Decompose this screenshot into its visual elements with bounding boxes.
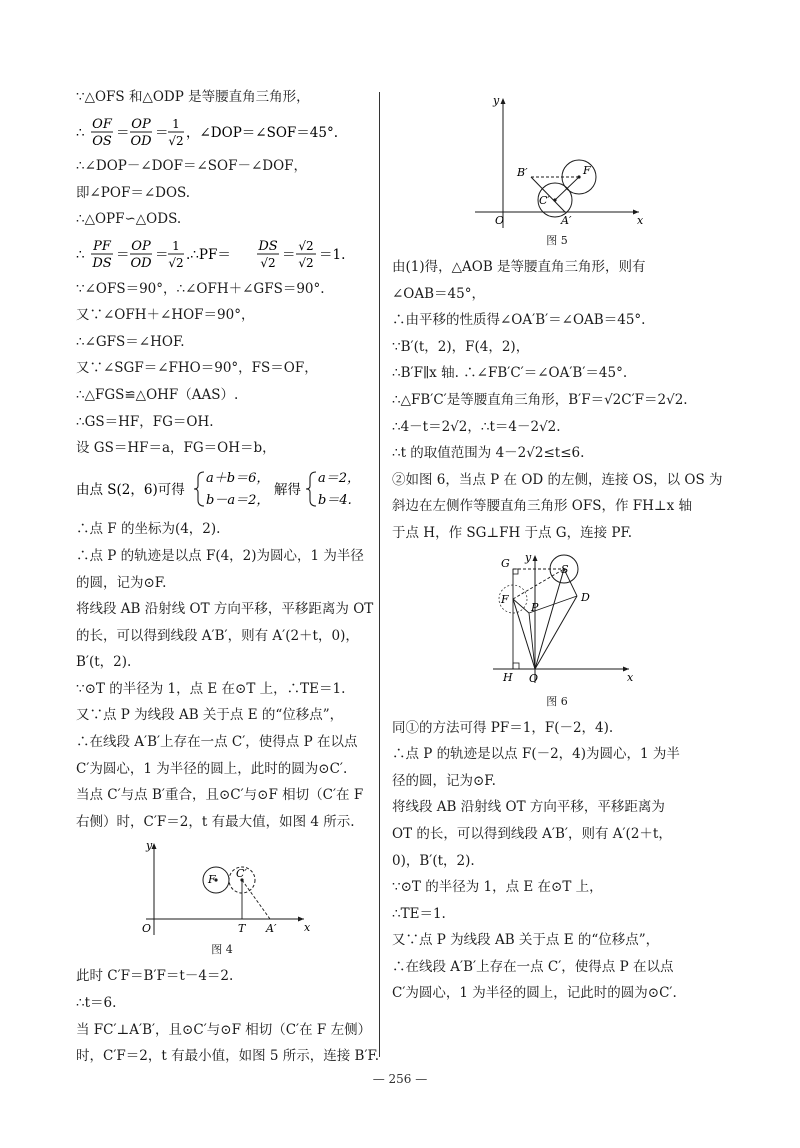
svg-text:y: y [525,550,532,564]
figure-5 [467,94,647,230]
text-line: ∴在线段 A′B′上存在一点 C′，使得点 P 在以点 [76,734,358,751]
figure-4 [132,839,312,939]
svg-text:√2: √2 [168,133,184,148]
svg-text:T: T [238,922,246,936]
svg-text:x: x [637,214,644,227]
svg-text:√2: √2 [298,238,314,253]
text-line: ∴在线段 A′B′上存在一点 C′，使得点 P 在以点 [392,958,674,975]
equation-svg [76,466,366,512]
svg-text:√2: √2 [260,255,276,270]
svg-text:x: x [304,921,311,935]
svg-text:O: O [495,214,505,227]
text-line: 设 GS＝HF＝a，FG＝OH＝b， [76,440,276,457]
svg-text:F: F [501,592,509,606]
svg-text:＝: ＝ [116,246,130,263]
figure-caption: 图 5 [546,234,568,247]
left-column [76,88,380,1074]
page-number: — 256 — [372,1072,428,1086]
text-line: 斜边在左侧作等腰直角三角形 OFS，作 FH⊥x 轴 [392,498,693,515]
svg-text:＝: ＝ [155,124,169,141]
figure-caption: 图 6 [546,694,568,708]
equation-ratio [76,115,368,149]
equation-system [76,466,368,512]
text-line: 由(1)得，△AOB 是等腰直角三角形，则有 [392,259,646,275]
text-line: ∴4－t＝2√2，∴t＝4－2√2. [392,418,561,435]
svg-text:DS: DS [258,238,278,254]
text-line: ∴∠GFS＝∠HOF. [76,333,185,350]
svg-text:√2: √2 [168,255,184,270]
svg-text:O: O [142,922,152,936]
equation-pf [76,237,368,271]
text-line: ∴△FB′C′是等腰直角三角形，B′F＝√2C′F＝2√2. [392,391,688,408]
svg-text:H: H [503,670,513,684]
text-line: ∵⊙T 的半径为 1，点 E 在⊙T 上，∴TE＝1. [76,680,346,697]
svg-text:1: 1 [172,116,180,131]
column-divider [379,92,380,1057]
text-line: 当 FC′⊥A′B′，且⊙C′与⊙F 相切（C′在 F 左侧） [76,1021,372,1038]
equation-svg [76,237,366,271]
text-line: 的圆，记为⊙F. [76,574,167,591]
figure-caption: 图 4 [211,943,233,957]
svg-text:由点 S(2，6)可得: 由点 S(2，6)可得 [76,481,185,498]
text-line: ∴B′F∥x 轴. ∴∠FB′C′＝∠OA′B′＝45°. [392,365,628,382]
text-line: 0)，B′(t，2). [392,852,475,869]
svg-text:A′: A′ [561,214,572,227]
text-line: ∴GS＝HF，FG＝OH. [76,413,214,430]
text-line: 此时 C′F＝B′F＝t－4＝2. [76,968,234,985]
text-line: OT 的长，可以得到线段 A′B′，则有 A′(2＋t， [392,825,672,842]
text-line: 的长，可以得到线段 A′B′，则有 A′(2＋t，0)， [76,627,359,644]
svg-text:y: y [146,839,153,853]
text-line: ∴点 P 的轨迹是以点 F(4，2)为圆心，1 为半径 [76,547,364,564]
svg-text:＝: ＝ [282,246,296,263]
svg-text:S: S [561,562,569,576]
svg-text:1: 1 [172,238,180,253]
text-line: ∴△FGS≌△OHF（AAS）. [76,386,239,403]
svg-text:F: F [208,873,216,887]
text-line: 同①的方法可得 PF＝1，F(－2，4). [392,719,614,736]
text-line: ∴t 的取值范围为 4－2√2≤t≤6. [392,445,585,462]
figure-6 [477,551,637,691]
svg-text:OP: OP [131,238,151,254]
equation-svg [76,115,366,149]
svg-text:√2: √2 [298,255,314,270]
text-line: 时，C′F＝2，t 有最小值，如图 5 所示，连接 B′F. [76,1048,380,1065]
text-line: C′为圆心，1 为半径的圆上，此时的圆为⊙C′. [76,760,348,777]
svg-text:a＋b＝6，: a＋b＝6， [206,470,270,486]
svg-text:∴: ∴ [76,246,85,263]
text-line: ∵⊙T 的半径为 1，点 E 在⊙T 上， [392,879,603,896]
text-line: 将线段 AB 沿射线 OT 方向平移，平移距离为 [392,799,665,816]
svg-text:F: F [583,164,591,177]
svg-text:，∠DOP＝∠SOF＝45°.: ，∠DOP＝∠SOF＝45°. [186,124,339,141]
svg-text:D: D [581,590,590,604]
text-line: ∴由平移的性质得∠OA′B′＝∠OAB＝45°. [392,312,646,329]
text-line: ∴△OPF∽△ODS. [76,211,182,228]
text-line: 于点 H，作 SG⊥FH 于点 G，连接 PF. [392,524,633,541]
text-line: C′为圆心，1 为半径的圆上，记此时的圆为⊙C′. [392,985,677,1002]
svg-text:OF: OF [92,116,112,132]
text-line: 当点 C′与点 B′重合，且⊙C′与⊙F 相切（C′在 F [76,787,364,804]
text-line: 又∵点 P 为线段 AB 关于点 E 的“位移点”， [76,707,344,724]
svg-text:∴: ∴ [76,124,85,141]
text-line: ∵∠OFS＝90°，∴∠OFH＋∠GFS＝90°. [76,280,325,297]
text-line: 又∵∠SGF＝∠FHO＝90°，FS＝OF， [76,360,318,377]
text-line: ∴∠DOP－∠DOF＝∠SOF－∠DOF， [76,158,308,175]
svg-text:A′: A′ [266,922,277,936]
text-line: 又∵点 P 为线段 AB 关于点 E 的“位移点”， [392,932,660,949]
text-line: ∴点 F 的坐标为(4，2). [76,521,221,538]
svg-text:B′: B′ [517,166,528,179]
svg-text:＝: ＝ [155,246,169,263]
text-line: ∵△OFS 和△ODP 是等腰直角三角形， [76,89,310,105]
text-line: 又∵∠OFH＋∠HOF＝90°， [76,307,255,324]
svg-text:O: O [529,671,539,685]
svg-text:C′: C′ [539,194,550,207]
svg-text:P: P [531,600,539,614]
svg-text:OD: OD [130,133,152,149]
svg-text:x: x [627,670,634,684]
svg-text:OS: OS [92,133,112,149]
svg-text:OD: OD [130,255,152,271]
svg-text:a＝2，: a＝2， [318,470,361,486]
text-line: ②如图 6，当点 P 在 OD 的左侧，连接 OS，以 OS 为 [392,471,723,488]
text-line: ∵B′(t，2)，F(4，2)， [392,338,530,355]
text-line: 径的圆，记为⊙F. [392,772,496,789]
svg-text:b＝4.: b＝4. [318,492,352,508]
text-line: ∴TE＝1. [392,905,446,922]
text-line: 将线段 AB 沿射线 OT 方向平移，平移距离为 OT [76,601,374,618]
text-line: B′(t，2). [76,654,132,671]
svg-text:y: y [493,94,500,107]
svg-text:解得: 解得 [274,481,301,498]
text-line: 右侧）时，C′F＝2，t 有最大值，如图 4 所示. [76,813,355,830]
svg-text:DS: DS [92,255,112,271]
svg-text:b－a＝2，: b－a＝2， [206,492,270,508]
svg-text:PF: PF [93,238,111,254]
svg-text:.∴PF＝: .∴PF＝ [186,246,231,263]
svg-text:G: G [501,556,510,570]
right-column [392,94,722,1011]
svg-text:OP: OP [131,116,151,132]
svg-text:＝: ＝ [116,124,130,141]
text-line: ∴t＝6. [76,995,117,1012]
text-line: ∠OAB＝45°， [392,285,485,302]
svg-text:C′: C′ [236,867,247,881]
text-line: ∴点 P 的轨迹是以点 F(－2，4)为圆心，1 为半 [392,746,680,763]
svg-text:＝1.: ＝1. [319,246,346,263]
text-line: 即∠POF＝∠DOS. [76,184,191,201]
